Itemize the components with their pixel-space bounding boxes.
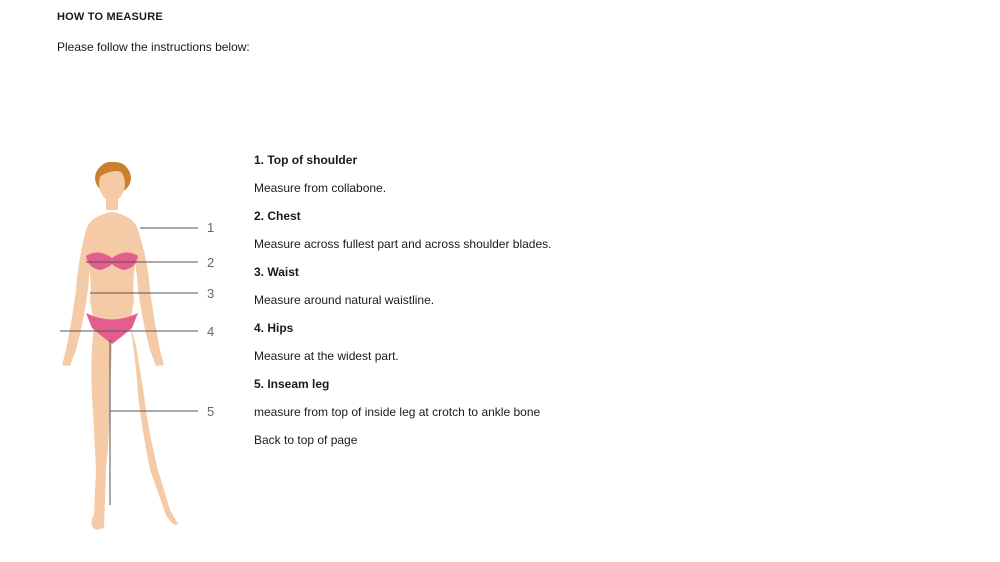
step-description-shoulder: Measure from collabone. bbox=[254, 181, 387, 195]
step-description-hips: Measure at the widest part. bbox=[254, 349, 399, 363]
body-measurement-figure bbox=[40, 150, 240, 550]
step-heading-hips: 4. Hips bbox=[254, 321, 294, 335]
step-heading-inseam: 5. Inseam leg bbox=[254, 377, 330, 391]
page-subtitle: Please follow the instructions below: bbox=[57, 40, 250, 54]
step-description-chest: Measure across fullest part and across shoulder blades. bbox=[254, 237, 552, 251]
torso bbox=[86, 212, 138, 325]
measurement-instructions bbox=[254, 151, 714, 449]
step-heading-waist: 3. Waist bbox=[254, 265, 299, 279]
left-arm bbox=[62, 230, 94, 366]
marker-number-3: 3 bbox=[207, 286, 215, 301]
step-description-inseam: measure from top of inside leg at crotch to ankle bone bbox=[254, 405, 541, 419]
marker-number-5: 5 bbox=[207, 404, 215, 419]
marker-number-2: 2 bbox=[207, 255, 215, 270]
marker-number-1: 1 bbox=[207, 220, 215, 235]
step-description-waist: Measure around natural waistline. bbox=[254, 293, 435, 307]
page-title: HOW TO MEASURE bbox=[57, 11, 163, 23]
step-heading-chest: 2. Chest bbox=[254, 209, 301, 223]
marker-number-4: 4 bbox=[207, 324, 215, 339]
back-to-top-link[interactable]: Back to top of page bbox=[254, 433, 358, 447]
step-heading-shoulder: 1. Top of shoulder bbox=[254, 153, 358, 167]
figure-illustration bbox=[40, 150, 240, 550]
right-arm bbox=[132, 230, 164, 366]
left-leg bbox=[91, 325, 112, 530]
